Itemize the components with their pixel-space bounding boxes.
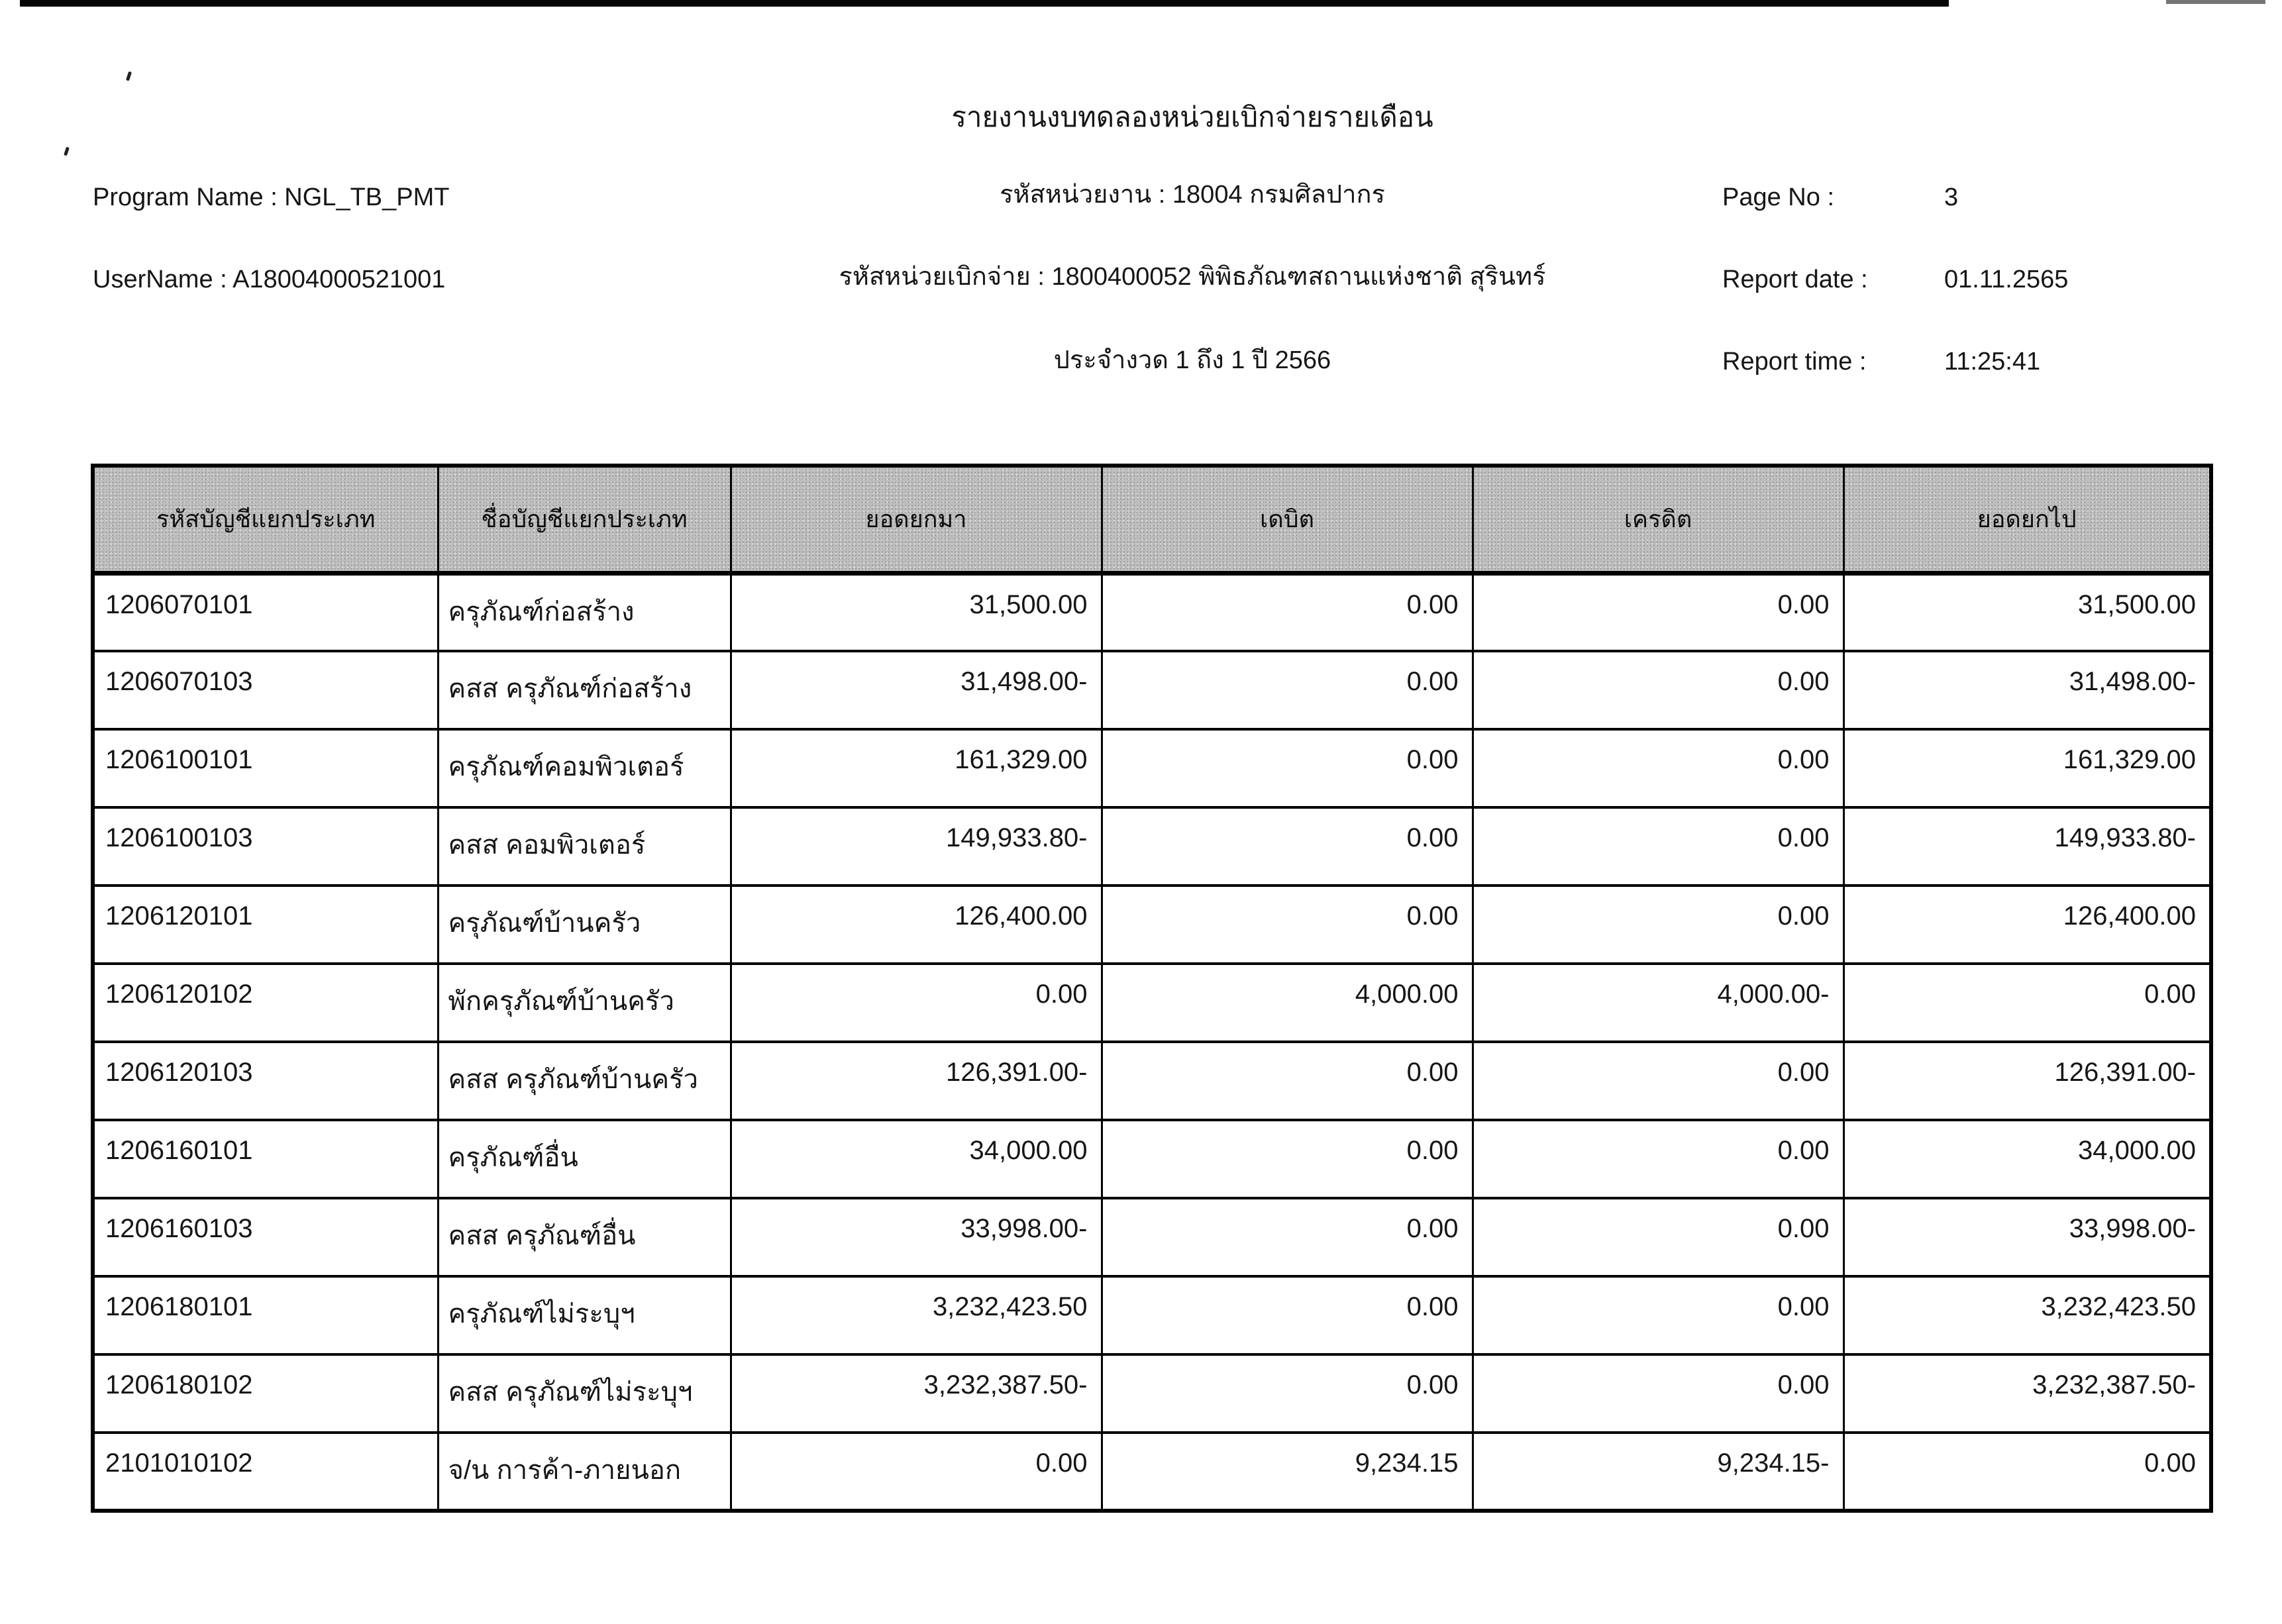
opening-balance-cell: 126,391.00-: [731, 1042, 1102, 1120]
account-name-cell: ครุภัณฑ์บ้านครัว: [438, 886, 731, 964]
closing-balance-cell: 31,500.00: [1843, 573, 2211, 651]
table-row: [93, 1120, 2211, 1198]
account-code-cell: 1206180102: [93, 1354, 438, 1433]
account-name-cell: คสส ครุภัณฑ์บ้านครัว: [438, 1042, 731, 1120]
col-header-account-code: รหัสบัญชีแยกประเภท: [93, 466, 438, 573]
disbursement-unit-line: รหัสหน่วยเบิกจ่าย : 1800400052 พิพิธภัณฑสถานแห่งชาติ สุรินทร์: [839, 263, 1546, 291]
program-name: Program Name : NGL_TB_PMT: [93, 183, 450, 211]
account-name-cell: จ/น การค้า-ภายนอก: [438, 1433, 731, 1511]
account-code-cell: 1206070103: [93, 651, 438, 729]
account-code-cell: 1206120102: [93, 964, 438, 1042]
table-row: [93, 886, 2211, 964]
period-line: ประจำงวด 1 ถึง 1 ปี 2566: [1053, 346, 1331, 374]
credit-cell: 0.00: [1473, 729, 1843, 807]
debit-cell: 9,234.15: [1102, 1433, 1473, 1511]
table-row: [93, 651, 2211, 729]
opening-balance-cell: 126,400.00: [731, 886, 1102, 964]
debit-cell: 0.00: [1102, 807, 1473, 886]
credit-cell: 0.00: [1473, 1198, 1843, 1276]
debit-cell: 0.00: [1102, 1120, 1473, 1198]
account-code-cell: 1206070101: [93, 573, 438, 651]
table-row: [93, 1042, 2211, 1120]
account-name-cell: คสส ครุภัณฑ์อื่น: [438, 1198, 731, 1276]
account-code-cell: 1206120103: [93, 1042, 438, 1120]
report-date-label: Report date :: [1722, 266, 1868, 293]
opening-balance-cell: 0.00: [731, 1433, 1102, 1511]
page-no-value: 3: [1944, 183, 1959, 211]
scan-artifact-top-right: [2166, 0, 2265, 4]
opening-balance-cell: 3,232,387.50-: [731, 1354, 1102, 1433]
credit-cell: 4,000.00-: [1473, 964, 1843, 1042]
account-code-cell: 1206100103: [93, 807, 438, 886]
table-row: [93, 807, 2211, 886]
credit-cell: 9,234.15-: [1473, 1433, 1843, 1511]
report-title: รายงานงบทดลองหน่วยเบิกจ่ายรายเดือน: [951, 101, 1433, 132]
table-row: [93, 729, 2211, 807]
col-header-closing-balance: ยอดยกไป: [1843, 466, 2211, 573]
scan-speck: [126, 72, 132, 81]
credit-cell: 0.00: [1473, 1354, 1843, 1433]
col-header-account-name: ชื่อบัญชีแยกประเภท: [438, 466, 731, 573]
account-code-cell: 1206100101: [93, 729, 438, 807]
debit-cell: 0.00: [1102, 1276, 1473, 1354]
account-name-cell: ครุภัณฑ์ก่อสร้าง: [438, 573, 731, 651]
account-code-cell: 1206180101: [93, 1276, 438, 1354]
opening-balance-cell: 31,500.00: [731, 573, 1102, 651]
account-name-cell: ครุภัณฑ์คอมพิวเตอร์: [438, 729, 731, 807]
debit-cell: 0.00: [1102, 886, 1473, 964]
closing-balance-cell: 33,998.00-: [1843, 1198, 2211, 1276]
account-name-cell: ครุภัณฑ์ไม่ระบุฯ: [438, 1276, 731, 1354]
table-header: [93, 466, 2211, 573]
table-row: [93, 1354, 2211, 1433]
credit-cell: 0.00: [1473, 807, 1843, 886]
account-code-cell: 1206160101: [93, 1120, 438, 1198]
closing-balance-cell: 34,000.00: [1843, 1120, 2211, 1198]
debit-cell: 4,000.00: [1102, 964, 1473, 1042]
account-name-cell: คสส คอมพิวเตอร์: [438, 807, 731, 886]
closing-balance-cell: 3,232,423.50: [1843, 1276, 2211, 1354]
opening-balance-cell: 33,998.00-: [731, 1198, 1102, 1276]
report-time-label: Report time :: [1722, 348, 1867, 376]
account-name-cell: ครุภัณฑ์อื่น: [438, 1120, 731, 1198]
credit-cell: 0.00: [1473, 1120, 1843, 1198]
username: UserName : A18004000521001: [93, 266, 446, 293]
debit-cell: 0.00: [1102, 1042, 1473, 1120]
debit-cell: 0.00: [1102, 651, 1473, 729]
opening-balance-cell: 0.00: [731, 964, 1102, 1042]
debit-cell: 0.00: [1102, 1354, 1473, 1433]
opening-balance-cell: 3,232,423.50: [731, 1276, 1102, 1354]
closing-balance-cell: 0.00: [1843, 964, 2211, 1042]
table-row: [93, 1433, 2211, 1511]
opening-balance-cell: 149,933.80-: [731, 807, 1102, 886]
agency-code-line: รหัสหน่วยงาน : 18004 กรมศิลปากร: [1000, 181, 1385, 209]
account-code-cell: 1206160103: [93, 1198, 438, 1276]
closing-balance-cell: 161,329.00: [1843, 729, 2211, 807]
closing-balance-cell: 149,933.80-: [1843, 807, 2211, 886]
account-code-cell: 1206120101: [93, 886, 438, 964]
col-header-credit: เครดิต: [1473, 466, 1843, 573]
closing-balance-cell: 126,391.00-: [1843, 1042, 2211, 1120]
closing-balance-cell: 3,232,387.50-: [1843, 1354, 2211, 1433]
credit-cell: 0.00: [1473, 573, 1843, 651]
account-name-cell: คสส ครุภัณฑ์ไม่ระบุฯ: [438, 1354, 731, 1433]
closing-balance-cell: 0.00: [1843, 1433, 2211, 1511]
credit-cell: 0.00: [1473, 1042, 1843, 1120]
account-name-cell: คสส ครุภัณฑ์ก่อสร้าง: [438, 651, 731, 729]
opening-balance-cell: 161,329.00: [731, 729, 1102, 807]
table-row: [93, 964, 2211, 1042]
closing-balance-cell: 126,400.00: [1843, 886, 2211, 964]
table-body: [93, 573, 2211, 1511]
scan-artifact-top-bar: [20, 0, 1949, 7]
credit-cell: 0.00: [1473, 886, 1843, 964]
col-header-opening-balance: ยอดยกมา: [731, 466, 1102, 573]
debit-cell: 0.00: [1102, 573, 1473, 651]
header-row: [93, 466, 2211, 573]
debit-cell: 0.00: [1102, 1198, 1473, 1276]
report-time-value: 11:25:41: [1944, 348, 2041, 376]
debit-cell: 0.00: [1102, 729, 1473, 807]
table-row: [93, 573, 2211, 651]
col-header-debit: เดบิต: [1102, 466, 1473, 573]
credit-cell: 0.00: [1473, 1276, 1843, 1354]
closing-balance-cell: 31,498.00-: [1843, 651, 2211, 729]
report-date-value: 01.11.2565: [1944, 266, 2069, 293]
credit-cell: 0.00: [1473, 651, 1843, 729]
account-code-cell: 2101010102: [93, 1433, 438, 1511]
table-row: [93, 1276, 2211, 1354]
trial-balance-table: [91, 464, 2213, 1513]
account-name-cell: พักครุภัณฑ์บ้านครัว: [438, 964, 731, 1042]
page-no-label: Page No :: [1722, 183, 1834, 211]
table-row: [93, 1198, 2211, 1276]
opening-balance-cell: 31,498.00-: [731, 651, 1102, 729]
scan-speck: [64, 147, 70, 156]
opening-balance-cell: 34,000.00: [731, 1120, 1102, 1198]
